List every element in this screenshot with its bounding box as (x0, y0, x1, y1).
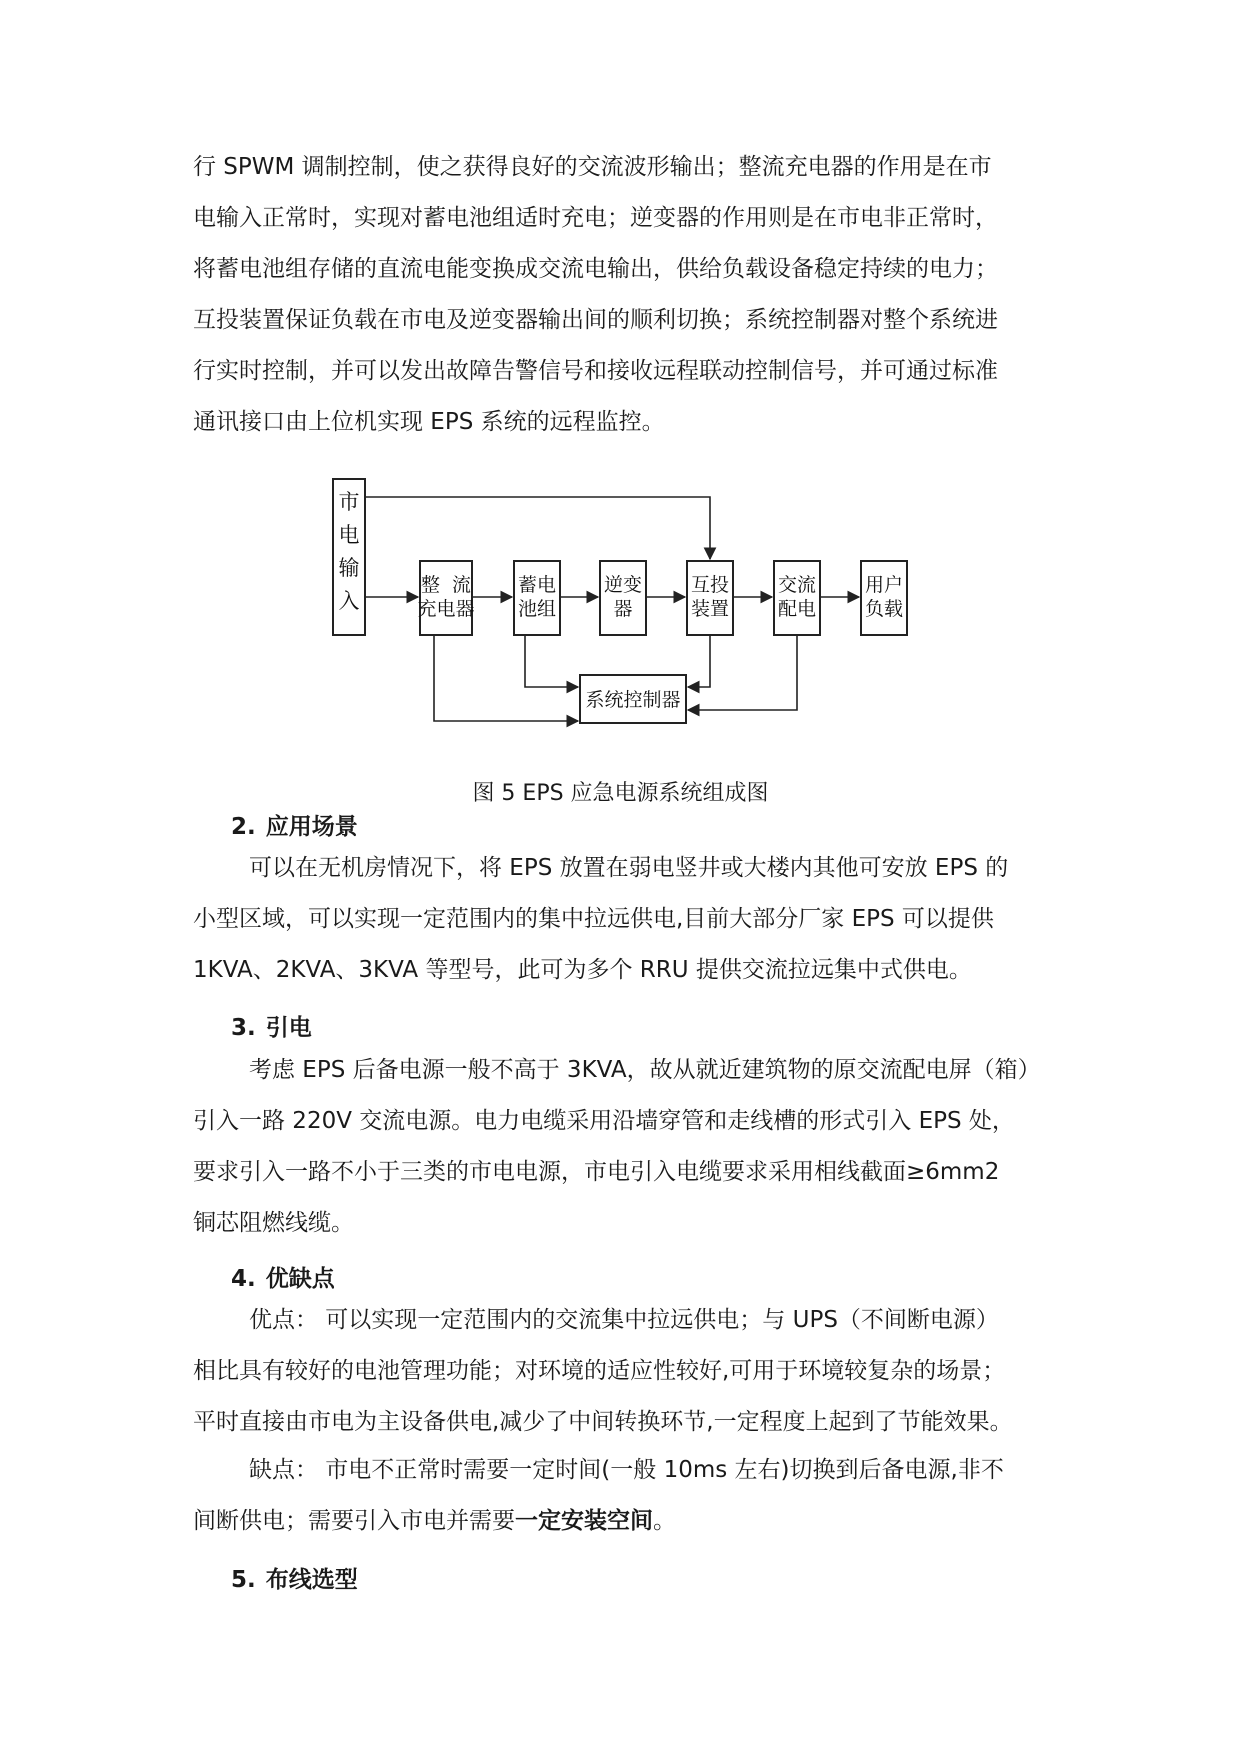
section-3-line-1: 考虑 EPS 后备电源一般不高于 3KVA，故从就近建筑物的原交流配电屏（箱） (249, 1057, 1041, 1083)
rectifier-charger-label-2: 充电器 (417, 598, 475, 620)
section-heading-3 (231, 1013, 312, 1043)
arrow-battery-to-controller (525, 635, 578, 687)
section-2-line-2: 小型区域，可以实现一定范围内的集中拉远供电,目前大部分厂家 EPS 可以提供 (193, 906, 994, 932)
battery-label-2: 池组 (517, 598, 557, 620)
section-heading-5 (231, 1565, 358, 1595)
section-title: 应用场景 (265, 814, 358, 840)
rectifier-charger-label-1: 整 流 (420, 574, 472, 596)
cons-line-1: 缺点： 市电不正常时需要一定时间(一般 10ms 左右)切换到后备电源,非不 (249, 1457, 1004, 1483)
section-number: 3. (231, 1015, 256, 1041)
section-2-line-1: 可以在无机房情况下，将 EPS 放置在弱电竖井或大楼内其他可安放 EPS 的 (249, 855, 1009, 881)
mains-input-char-2: 电 (338, 523, 360, 547)
section-4-pros-paragraph (193, 1295, 1053, 1448)
intro-line-5: 行实时控制，并可以发出故障告警信号和接收远程联动控制信号，并可通过标准 (193, 358, 998, 384)
intro-paragraph (193, 142, 1053, 448)
ac-distribution-label-1: 交流 (777, 574, 817, 596)
inverter-label-2: 器 (613, 598, 633, 620)
battery-label-1: 蓄电 (517, 574, 557, 596)
section-title: 优缺点 (265, 1266, 335, 1292)
eps-system-diagram (330, 475, 990, 735)
mains-input-char-4: 入 (338, 589, 360, 613)
mains-input-char-3: 输 (338, 556, 360, 580)
transfer-switch-label-2: 装置 (690, 598, 730, 620)
intro-line-2: 电输入正常时，实现对蓄电池组适时充电；逆变器的作用则是在市电非正常时， (193, 205, 998, 231)
cons-emphasis: 一定安装空间 (515, 1508, 653, 1534)
intro-line-1: 行 SPWM 调制控制，使之获得良好的交流波形输出；整流充电器的作用是在市 (193, 154, 992, 180)
section-3-paragraph (193, 1045, 1053, 1249)
pros-line-3: 平时直接由市电为主设备供电,减少了中间转换环节,一定程度上起到了节能效果。 (193, 1409, 1013, 1435)
section-number: 4. (231, 1266, 256, 1292)
intro-line-4: 互投装置保证负载在市电及逆变器输出间的顺利切换；系统控制器对整个系统进 (193, 307, 998, 333)
arrow-distribution-to-controller (688, 635, 797, 710)
pros-line-1: 优点： 可以实现一定范围内的交流集中拉远供电；与 UPS（不间断电源） (249, 1307, 999, 1333)
mains-input-char-1: 市 (338, 490, 360, 514)
figure-caption: 图 5 EPS 应急电源系统组成图 (472, 781, 769, 806)
user-load-label-2: 负载 (864, 598, 904, 620)
section-2-paragraph (193, 843, 1053, 996)
arrow-switch-to-controller (688, 635, 710, 687)
section-3-line-2: 引入一路 220V 交流电源。电力电缆采用沿墙穿管和走线槽的形式引入 EPS 处， (193, 1108, 1015, 1134)
intro-line-3: 将蓄电池组存储的直流电能变换成交流电输出，供给负载设备稳定持续的电力； (193, 256, 998, 282)
arrow-mains-bypass (365, 497, 710, 559)
transfer-switch-label-1: 互投 (690, 574, 730, 596)
section-3-line-3: 要求引入一路不小于三类的市电电源，市电引入电缆要求采用相线截面≥6mm2 (193, 1159, 1000, 1185)
section-heading-2 (231, 812, 358, 842)
pros-line-2: 相比具有较好的电池管理功能；对环境的适应性较好,可用于环境较复杂的场景； (193, 1358, 1006, 1384)
section-2-line-3: 1KVA、2KVA、3KVA 等型号，此可为多个 RRU 提供交流拉远集中式供电。 (193, 957, 972, 983)
section-3-line-4: 铜芯阻燃线缆。 (193, 1210, 354, 1236)
inverter-label-1: 逆变 (603, 574, 643, 596)
section-title: 布线选型 (265, 1567, 358, 1593)
ac-distribution-label-2: 配电 (777, 598, 817, 620)
user-load-label-1: 用户 (864, 574, 904, 596)
section-title: 引电 (265, 1015, 312, 1041)
arrow-charger-to-controller (434, 635, 578, 721)
section-number: 2. (231, 814, 256, 840)
section-heading-4 (231, 1264, 335, 1294)
cons-line-2-end: 。 (653, 1508, 676, 1534)
cons-line-2 (193, 1496, 1053, 1547)
intro-line-6: 通讯接口由上位机实现 EPS 系统的远程监控。 (193, 409, 665, 435)
cons-line-2-text: 间断供电；需要引入市电并需要 (193, 1508, 515, 1534)
section-4-cons-paragraph (193, 1445, 1053, 1547)
section-number: 5. (231, 1567, 256, 1593)
system-controller-label: 系统控制器 (585, 689, 681, 711)
